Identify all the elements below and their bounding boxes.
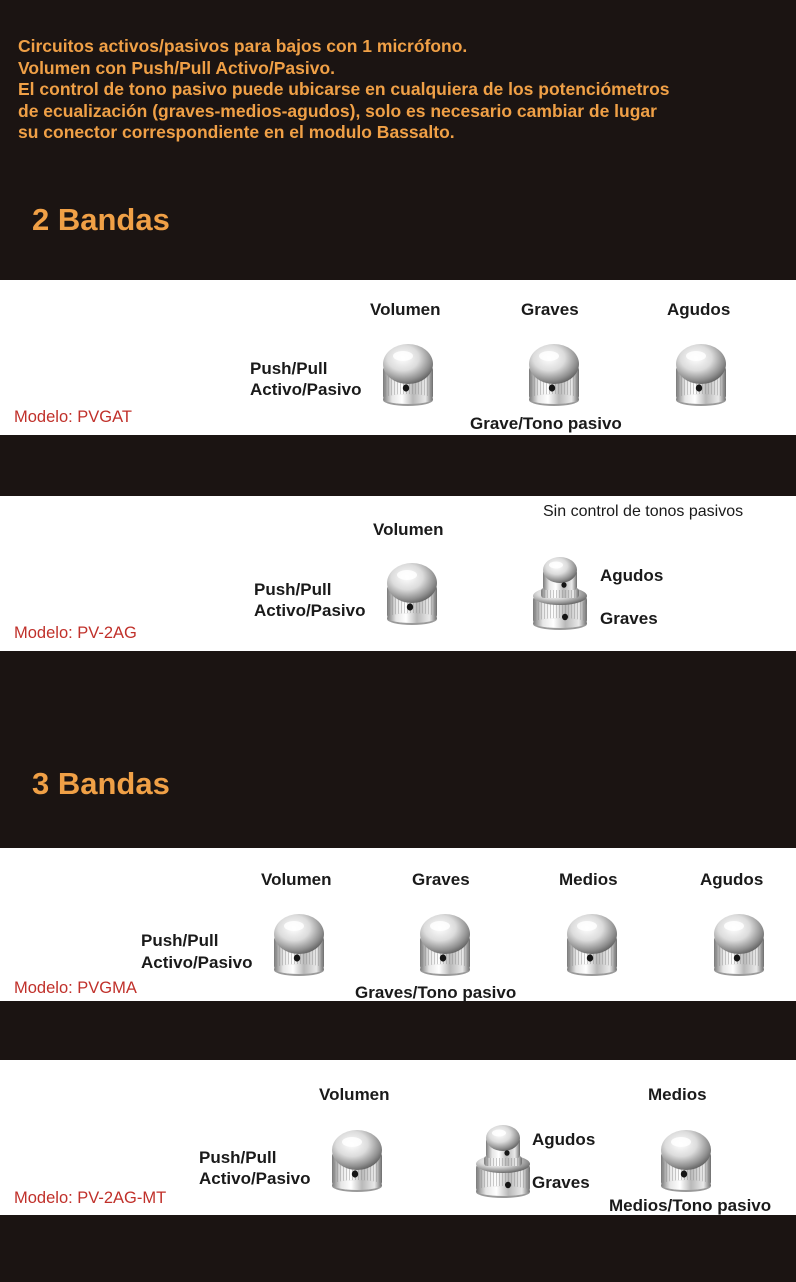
label-medios: Medios [559, 870, 618, 889]
intro-line: de ecualización (graves-medios-agudos), solo es necesario cambiar de lugar [18, 100, 657, 121]
volumen-knob-icon [272, 912, 326, 978]
label-tono-pasivo: Grave/Tono pasivo [470, 414, 622, 433]
volumen-knob-icon [330, 1128, 384, 1194]
label-activo-pasivo: Activo/Pasivo [141, 953, 253, 972]
label-activo-pasivo: Activo/Pasivo [254, 601, 366, 620]
label-activo-pasivo: Activo/Pasivo [199, 1169, 311, 1188]
label-push-pull: Push/Pull [199, 1148, 277, 1167]
model-label: Modelo: PV-2AG [14, 624, 137, 642]
label-graves: Graves [600, 609, 658, 628]
volumen-knob-icon [385, 561, 439, 627]
graves-knob-icon [418, 912, 472, 978]
model-label: Modelo: PVGMA [14, 979, 137, 997]
label-medios: Medios [648, 1085, 707, 1104]
label-agudos: Agudos [532, 1130, 596, 1149]
note-sin-control: Sin control de tonos pasivos [543, 503, 744, 520]
intro-line: El control de tono pasivo puede ubicarse en cualquiera de los potenciómetros [18, 79, 670, 99]
panel-pv-2ag-mt [0, 1060, 796, 1215]
label-graves: Graves [521, 300, 579, 319]
intro-line: su conector correspondiente en el modulo Bassalto. [18, 122, 455, 142]
label-volumen: Volumen [373, 520, 444, 539]
label-graves: Graves [532, 1173, 590, 1192]
label-push-pull: Push/Pull [141, 931, 219, 950]
medios-knob-icon [659, 1128, 713, 1194]
label-graves: Graves [412, 870, 470, 889]
label-agudos: Agudos [667, 300, 731, 319]
label-push-pull: Push/Pull [254, 580, 332, 599]
label-agudos: Agudos [600, 566, 664, 585]
label-activo-pasivo: Activo/Pasivo [250, 380, 362, 399]
agudos-knob-icon [674, 342, 728, 408]
stacked-knob-icon [531, 556, 589, 632]
label-tono-pasivo: Medios/Tono pasivo [609, 1196, 772, 1215]
intro-line: Volumen con Push/Pull Activo/Pasivo. [18, 57, 336, 78]
intro-text [18, 36, 794, 144]
label-volumen: Volumen [370, 300, 441, 319]
intro-line: Circuitos activos/pasivos para bajos con 1 micrófono. [18, 36, 468, 56]
panel-pv-2ag [0, 496, 796, 651]
label-push-pull: Push/Pull [250, 359, 328, 378]
model-label: Modelo: PVGAT [14, 408, 132, 426]
label-tono-pasivo: Graves/Tono pasivo [355, 983, 517, 1002]
panel-pvgma [0, 848, 796, 1001]
agudos-knob-icon [712, 912, 766, 978]
label-volumen: Volumen [319, 1085, 390, 1104]
medios-knob-icon [565, 912, 619, 978]
panel-pvgat [0, 280, 796, 435]
volumen-knob-icon [381, 342, 435, 408]
label-agudos: Agudos [700, 870, 764, 889]
section-title-3-bandas: 3 Bandas [32, 766, 170, 801]
label-volumen: Volumen [261, 870, 332, 889]
stacked-knob-icon [474, 1124, 532, 1200]
model-label: Modelo: PV-2AG-MT [14, 1189, 167, 1207]
section-title-2-bandas: 2 Bandas [32, 202, 170, 237]
graves-knob-icon [527, 342, 581, 408]
